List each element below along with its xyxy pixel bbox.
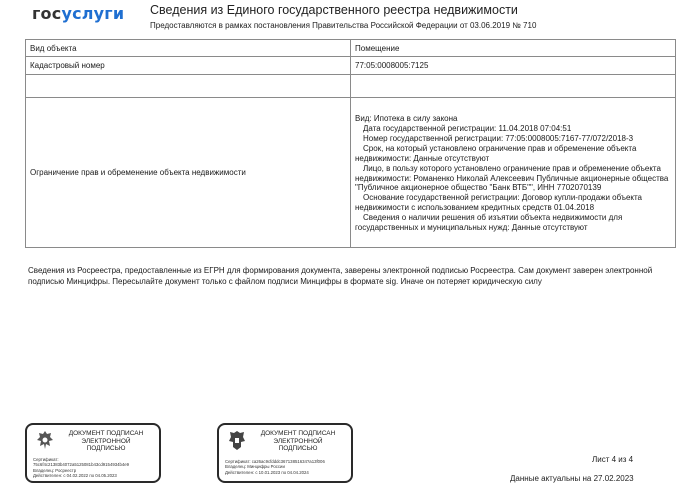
- signature-stamp-rosreestr: [25, 423, 161, 483]
- stamp-certificate-info: [33, 457, 155, 478]
- page-counter: Лист 4 из 4: [592, 455, 634, 464]
- beneficiary: Лицо, в пользу которого установлено ограничение прав и обременение объекта недвижимости: Романенко Николай Алексеевич Публичные акционерные общества "Публичное акционерное общество "Банк ВТБ"", ИНН 7702070139: [355, 163, 669, 193]
- registration-number: Номер государственной регистрации: 77:05:0008005:7167-77/072/2018-3: [363, 133, 634, 143]
- stamp-title-line: ЭЛЕКТРОННОЙ: [81, 437, 131, 445]
- certificate-validity: Действителен: с 10.01.2023 по 04.04.2024: [225, 469, 309, 475]
- stamp-certificate-info: [225, 459, 347, 475]
- table-row: [26, 40, 676, 57]
- stamp-title: [249, 430, 347, 453]
- stamp-title-line: ПОДПИСЬЮ: [86, 445, 126, 453]
- table-row: [26, 98, 676, 248]
- certificate-owner: Владелец: Росреестр: [33, 467, 77, 473]
- stamp-title-line: ЭЛЕКТРОННОЙ: [273, 437, 323, 445]
- row-value-cadastral-number: 77:05:0008005:7125: [351, 57, 676, 75]
- registration-date: Дата государственной регистрации: 11.04.2018 07:04:51: [363, 123, 572, 133]
- logo-text-part1: гос: [32, 4, 62, 23]
- gosuslugi-logo: [32, 4, 124, 23]
- certificate-label: Сертификат:: [33, 457, 59, 462]
- row-value-encumbrance: [351, 98, 676, 248]
- table-row-empty: [26, 75, 676, 98]
- empty-cell: [351, 75, 676, 98]
- stamp-title-line: ПОДПИСЬЮ: [278, 445, 318, 453]
- row-label-object-type: Вид объекта: [26, 40, 351, 57]
- encumbrance-type: Вид: Ипотека в силу закона: [355, 114, 458, 124]
- stamp-title-line: ДОКУМЕНТ ПОДПИСАН: [260, 430, 336, 437]
- encumbrance-term: Срок, на который установлено ограничение прав и обременение объекта недвижимости: Данные отсутствуют: [355, 143, 637, 163]
- registration-basis: Основание государственной регистрации: Договор купли-продажи объекта недвижимости с использованием кредитных средств 01.04.2018: [355, 193, 643, 213]
- certificate-validity: Действителен: с 04.02.2022 по 04.05.2023: [33, 472, 117, 478]
- page-subtitle: Предоставляются в рамках постановления Правительства Российской Федерации от 03.06.2019 № 710: [150, 21, 537, 30]
- coat-of-arms-icon: [227, 429, 247, 453]
- row-label-cadastral-number: Кадастровый номер: [26, 57, 351, 75]
- row-label-encumbrance: Ограничение прав и обременение объекта недвижимости: [26, 98, 351, 248]
- logo-text-part2: услуги: [61, 4, 125, 23]
- page-title: Сведения из Единого государственного реестра недвижимости: [150, 3, 518, 17]
- certificate-owner: Владелец: Минцифры России: [225, 464, 285, 470]
- stamp-title: [57, 430, 155, 453]
- empty-cell: [26, 75, 351, 98]
- table-row: [26, 57, 676, 75]
- signature-stamp-mintsifry: [217, 423, 353, 483]
- data-actuality-date: Данные актуальны на 27.02.2023: [510, 474, 634, 483]
- stamp-title-line: ДОКУМЕНТ ПОДПИСАН: [68, 430, 144, 437]
- seizure-decision: Сведения о наличии решения об изъятии объекта недвижимости для государственных и муниципальных нужд: Данные отсутствуют: [355, 213, 623, 233]
- signature-note: Сведения из Росреестра, предоставленные из ЕГРН для формирования документа, заверены электронной подписью Росреестра. Сам документ заверен электронной подписью Минцифры. Пересылайте документ только с файлом подписи Минцифры в формате sig. Иначе он потеряет юридическую силу: [28, 266, 653, 286]
- rosreestr-emblem-icon: [35, 429, 55, 453]
- certificate-number: Сертификат: ca26ac9cfdddc36713851634?a13f006: [225, 459, 325, 464]
- row-value-object-type: Помещение: [351, 40, 676, 57]
- certificate-number: 75c6f4c21383b4072a5125081b43cd9154934b4e9: [33, 462, 130, 468]
- property-info-table: [25, 39, 676, 248]
